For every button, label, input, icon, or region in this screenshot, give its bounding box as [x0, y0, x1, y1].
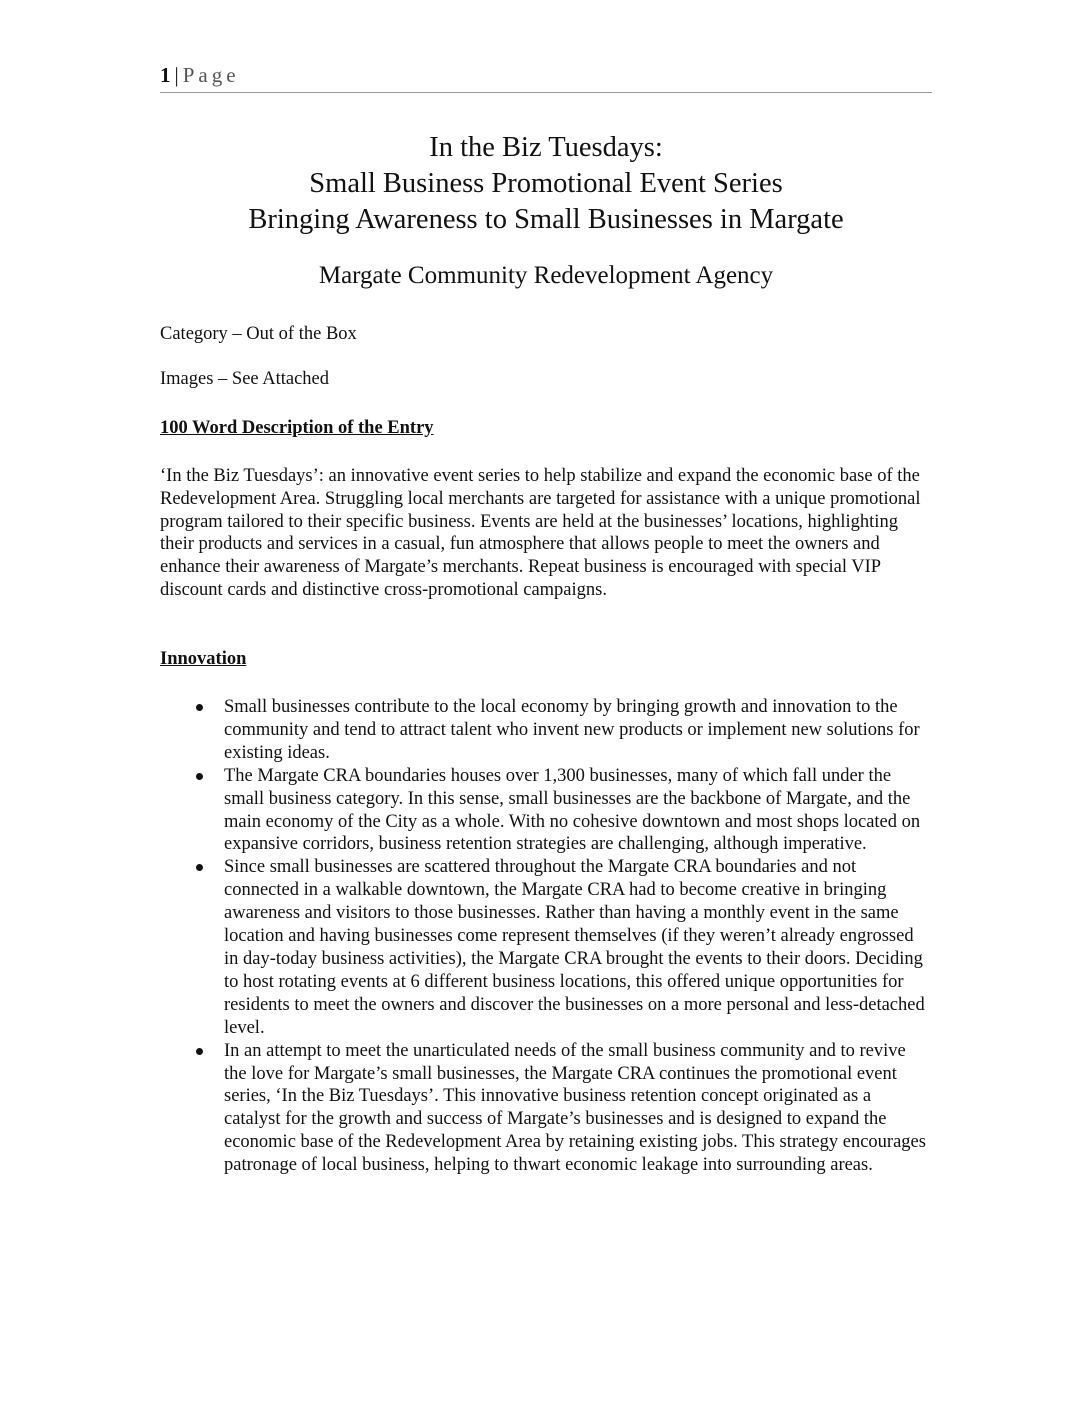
- list-item-text: The Margate CRA boundaries houses over 1,300 businesses, many of which fall under the small business category. In this sense, small businesses are the backbone of Margate, and the main economy of the City as a whole. With no cohesive downtown and most shops located on expansive corridors, business retention strategies are challenging, although imperative.: [224, 765, 921, 855]
- document-tagline: Bringing Awareness to Small Businesses in Margate: [248, 204, 844, 235]
- page-number: 1: [160, 63, 171, 87]
- page-header: [160, 62, 932, 93]
- innovation-heading: Innovation: [160, 649, 247, 669]
- list-item: [160, 856, 932, 1039]
- bullet-icon: [196, 704, 203, 711]
- innovation-list: [160, 696, 932, 1177]
- document-title: In the Biz Tuesdays:: [429, 132, 663, 163]
- bullet-icon: [196, 1048, 203, 1055]
- description-heading: 100 Word Description of the Entry: [160, 418, 434, 438]
- title-block: [160, 130, 932, 292]
- category-line: Category – Out of the Box: [160, 324, 357, 344]
- list-item: [160, 1040, 932, 1177]
- agency-name: Margate Community Redevelopment Agency: [318, 262, 774, 289]
- page-header-separator: |: [174, 63, 179, 87]
- list-item: [160, 765, 932, 857]
- list-item: [160, 696, 932, 765]
- page-label: Page: [182, 63, 240, 87]
- list-item-text: Small businesses contribute to the local economy by bringing growth and innovation to the community and tend to attract talent who invent new products or implement new solutions for existing ideas.: [224, 697, 920, 763]
- list-item-text: In an attempt to meet the unarticulated needs of the small business community and to revive the love for Margate’s small businesses, the Margate CRA continues the promotional event series, ‘In the Biz Tuesdays’. This innovative business retention concept originated as a catalyst for the growth and success of Margate’s businesses and is designed to expand the economic base of the Redevelopment Area by retaining existing jobs. This strategy encourages patronage of local business, helping to thwart economic leakage into surrounding areas.: [224, 1040, 926, 1176]
- description-paragraph: ‘In the Biz Tuesdays’: an innovative event series to help stabilize and expand the economic base of the Redevelopment Area. Struggling local merchants are targeted for assistance with a unique promotional program tailored to their specific business. Events are held at the businesses’ locations, highlighting their products and services in a casual, fun atmosphere that allows people to meet the owners and enhance their awareness of Margate’s merchants. Repeat business is encouraged with special VIP discount cards and distinctive cross-promotional campaigns.: [160, 466, 921, 600]
- images-line: Images – See Attached: [160, 369, 330, 389]
- document-subtitle: Small Business Promotional Event Series: [309, 168, 783, 199]
- bullet-icon: [196, 773, 203, 780]
- list-item-text: Since small businesses are scattered throughout the Margate CRA boundaries and not connected in a walkable downtown, the Margate CRA had to become creative in bringing awareness and visitors to those businesses. Rather than having a monthly event in the same location and having businesses come represent themselves (if they weren’t already engrossed in day-today business activities), the Margate CRA brought the events to their doors. Deciding to host rotating events at 6 different business locations, this offered unique opportunities for residents to meet the owners and discover the businesses on a more personal and less-detached level.: [224, 857, 925, 1038]
- bullet-icon: [196, 864, 203, 871]
